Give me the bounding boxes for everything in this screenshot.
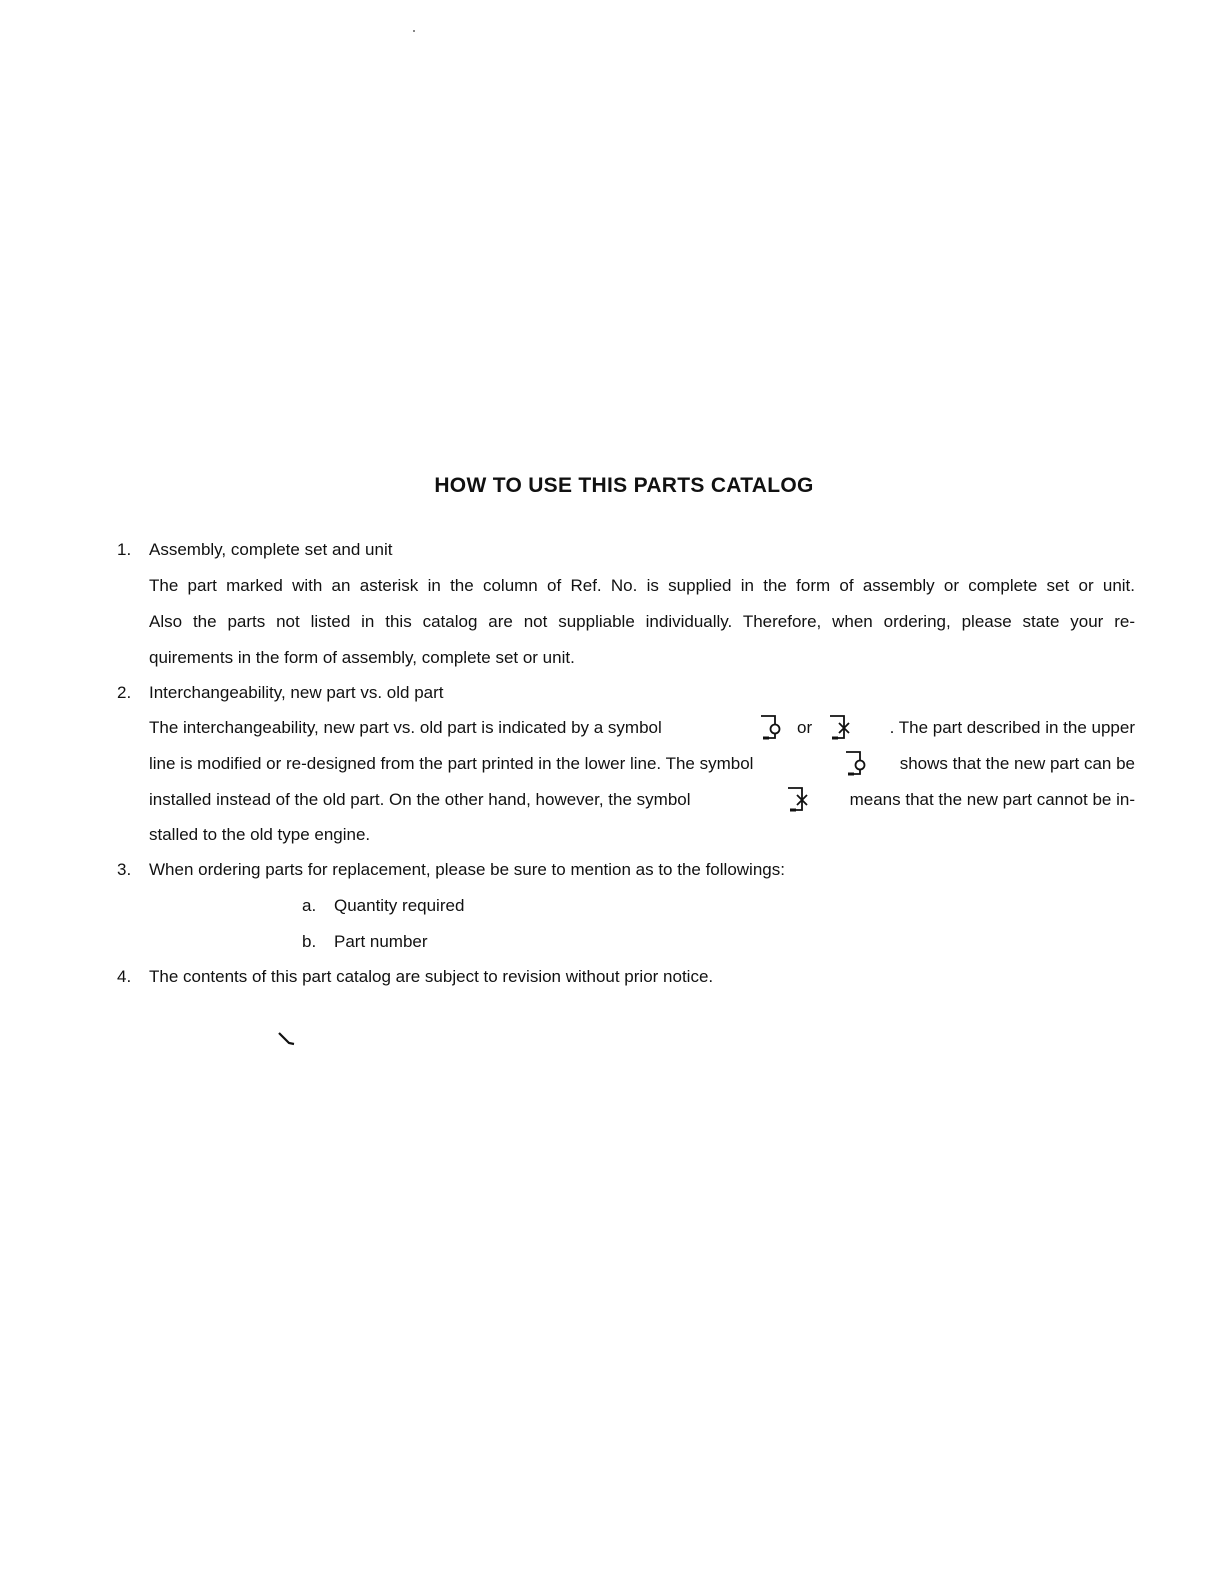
item-1-number: 1.	[117, 540, 132, 559]
page-title: HOW TO USE THIS PARTS CATALOG	[434, 474, 814, 497]
item-2-line-1-b: . The part described in the upper	[889, 718, 1135, 737]
subitem-b-text: Part number	[334, 932, 428, 951]
item-2-line-1-a: The interchangeability, new part vs. old part is indicated by a symbol	[149, 718, 662, 737]
subitem-a-label: a.	[302, 896, 317, 915]
item-4-number: 4.	[117, 967, 132, 986]
subitem-b-label: b.	[302, 932, 317, 951]
item-1-line-2: Also the parts not listed in this catalog are not suppliable individually. Therefore, when ordering, please state your re-	[149, 612, 1135, 631]
item-3-number: 3.	[117, 860, 132, 879]
interchangeable-symbol-icon	[757, 712, 787, 742]
item-2-or-text: or	[797, 718, 813, 737]
item-1-heading: Assembly, complete set and unit	[149, 540, 393, 559]
item-2-number: 2.	[117, 683, 132, 702]
non-interchangeable-symbol-icon	[784, 784, 814, 814]
item-1-line-1: The part marked with an asterisk in the column of Ref. No. is supplied in the form of assembly or complete set or unit.	[149, 576, 1135, 595]
item-2-line-2-a: line is modified or re-designed from the part printed in the lower line. The symbol	[149, 754, 754, 773]
item-2-line-2-b: shows that the new part can be	[899, 754, 1135, 773]
subitem-a-text: Quantity required	[334, 896, 465, 915]
non-interchangeable-symbol-icon	[826, 712, 856, 742]
item-2-line-3-b: means that the new part cannot be in-	[849, 790, 1135, 809]
stray-pen-mark	[276, 1030, 296, 1048]
item-2-line-3-a: installed instead of the old part. On the other hand, however, the symbol	[149, 790, 691, 809]
item-2-heading: Interchangeability, new part vs. old part	[149, 683, 444, 702]
item-4-heading: The contents of this part catalog are subject to revision without prior notice.	[149, 967, 714, 986]
interchangeable-symbol-icon	[842, 748, 872, 778]
item-2-line-4: stalled to the old type engine.	[149, 825, 371, 844]
scan-artifact-dot	[413, 30, 415, 32]
item-1-line-3: quirements in the form of assembly, complete set or unit.	[149, 648, 575, 667]
item-3-heading: When ordering parts for replacement, please be sure to mention as to the followings:	[149, 860, 785, 879]
